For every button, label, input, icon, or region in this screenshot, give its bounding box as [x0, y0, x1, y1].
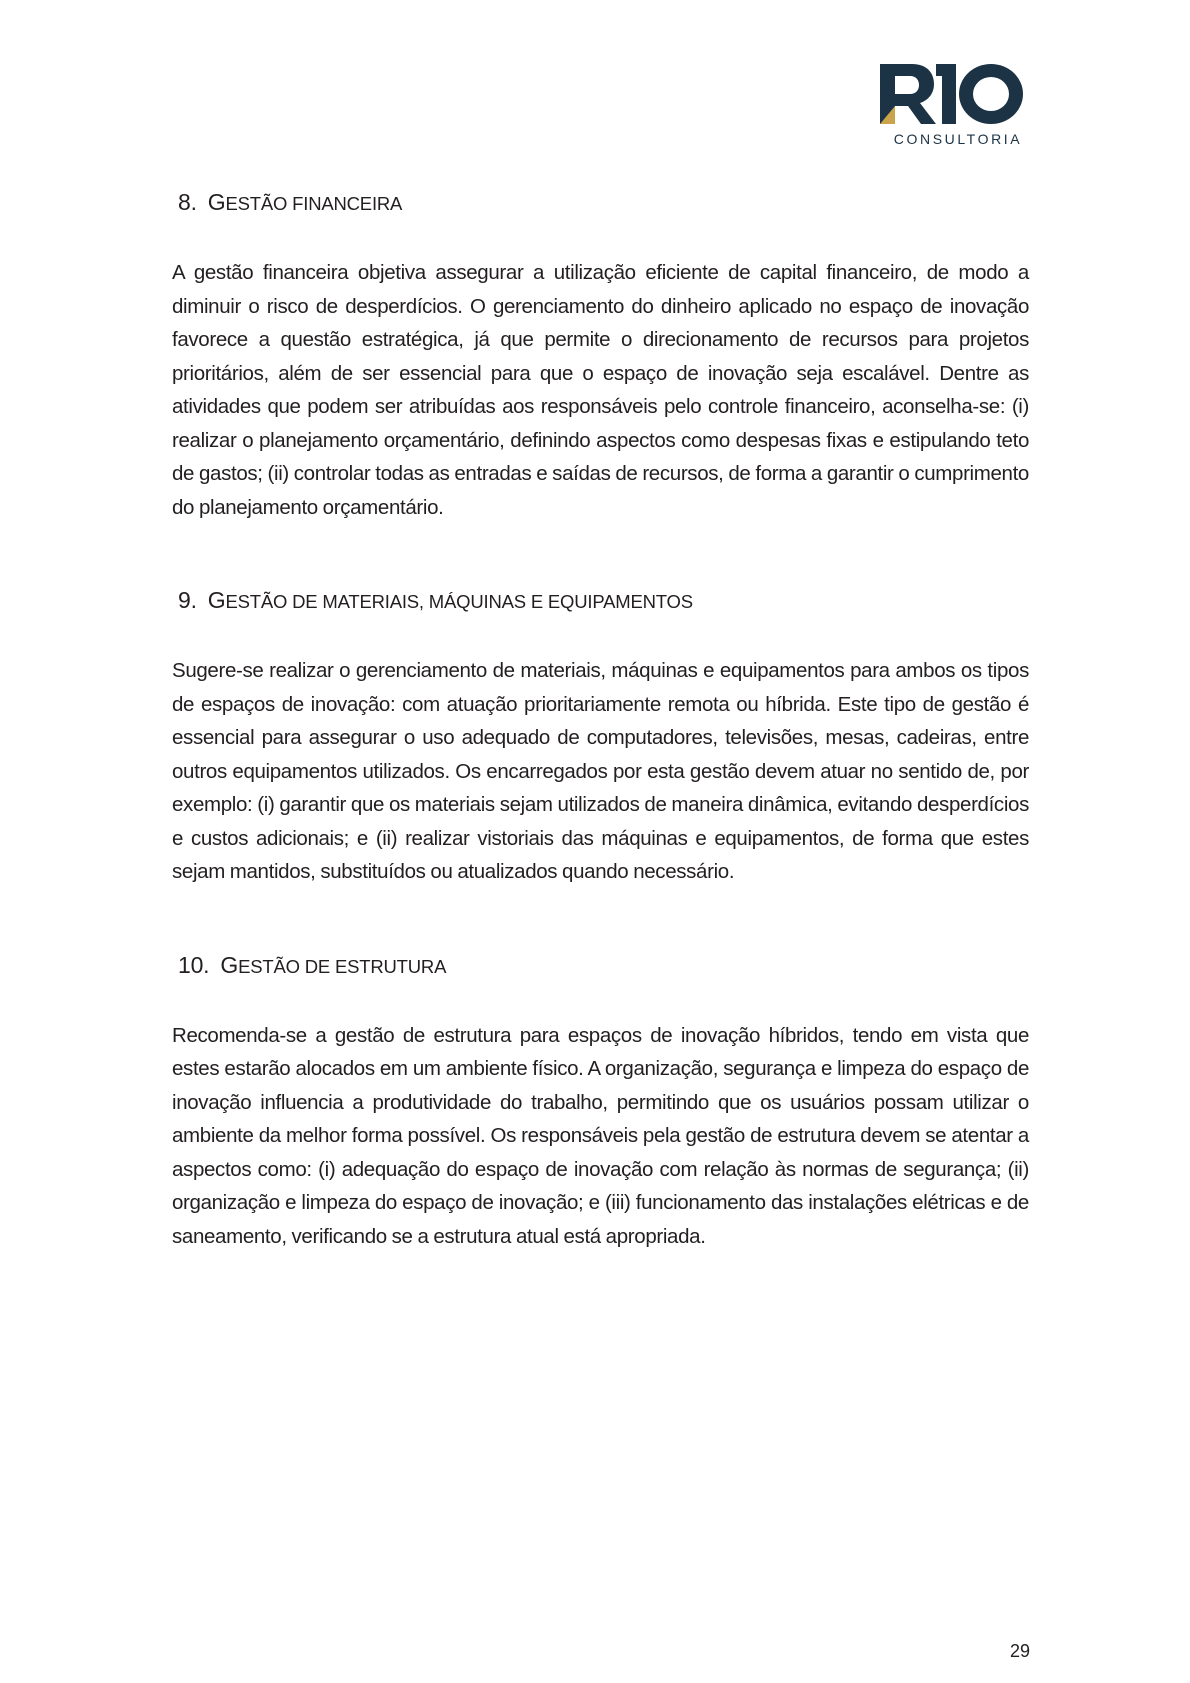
- page-number: 29: [1009, 1641, 1030, 1661]
- section-number: 10.: [178, 951, 210, 978]
- section-heading: [178, 180, 1029, 224]
- document-body: [172, 180, 1029, 1253]
- company-logo: [878, 60, 1028, 150]
- r10-logo-icon: [878, 60, 1028, 150]
- section-number: 9.: [178, 587, 197, 613]
- section-heading: [178, 578, 1029, 622]
- section-gestao-financeira: [172, 180, 1029, 524]
- logo-digit-one: [936, 64, 956, 124]
- section-gestao-materiais: [172, 578, 1029, 889]
- section-paragraph: A gestão financeira objetiva assegurar a utilização eficiente de capital financeiro, de modo a diminuir o risco de desperdícios. O gerenciamento do dinheiro aplicado no espaço de inovação favorece a questão estratégica, já que permite o direcionamento de recursos para projetos prioritários, além de ser essencial para que o espaço de inovação seja escalável. Dentre as atividades que podem ser atribuídas aos responsáveis pelo controle financeiro, aconselha-se: (i) realizar o planejamento orçamentário, definindo aspectos como despesas fixas e estipulando teto de gastos; (ii) controlar todas as entradas e saídas de recursos, de forma a garantir o cumprimento do planejamento orçamentário.: [172, 261, 1029, 519]
- section-number: 8.: [178, 189, 197, 215]
- section-paragraph: Sugere-se realizar o gerenciamento de materiais, máquinas e equipamentos para ambos os tipos de espaços de inovação: com atuação prioritariamente remota ou híbrida. Este tipo de gestão é essencial para assegurar o uso adequado de computadores, televisões, mesas, cadeiras, entre outros equipamentos utilizados. Os encarregados por esta gestão devem atuar no sentido de, por exemplo: (i) garantir que os materiais sejam utilizados de maneira dinâmica, evitando desperdícios e custos adicionais; e (ii) realizar vistoriais das máquinas e equipamentos, de forma que estes sejam mantidos, substituídos ou atualizados quando necessário.: [172, 659, 1029, 883]
- logo-subtitle: CONSULTORIA: [893, 131, 1023, 147]
- section-gestao-estrutura: [172, 943, 1029, 1254]
- section-title-rest: ESTÃO DE ESTRUTURA: [238, 955, 447, 977]
- section-paragraph: Recomenda-se a gestão de estrutura para espaços de inovação híbridos, tendo em vista que estes estarão alocados em um ambiente físico. A organização, segurança e limpeza do espaço de inovação influencia a produtividade do trabalho, permitindo que os usuários possam utilizar o ambiente da melhor forma possível. Os responsáveis pela gestão de estrutura devem se atentar a aspectos como: (i) adequação do espaço de inovação com relação às normas de segurança; (ii) organização e limpeza do espaço de inovação; e (iii) funcionamento das instalações elétricas e de saneamento, verificando se a estrutura atual está apropriada.: [172, 1023, 1029, 1248]
- section-title-initial: G: [207, 587, 226, 613]
- section-heading: [178, 943, 1029, 987]
- section-title-initial: G: [207, 189, 226, 215]
- section-title-initial: G: [220, 951, 239, 978]
- section-title-rest: ESTÃO DE MATERIAIS, MÁQUINAS E EQUIPAMENTOS: [225, 591, 693, 612]
- section-title-rest: ESTÃO FINANCEIRA: [225, 193, 403, 214]
